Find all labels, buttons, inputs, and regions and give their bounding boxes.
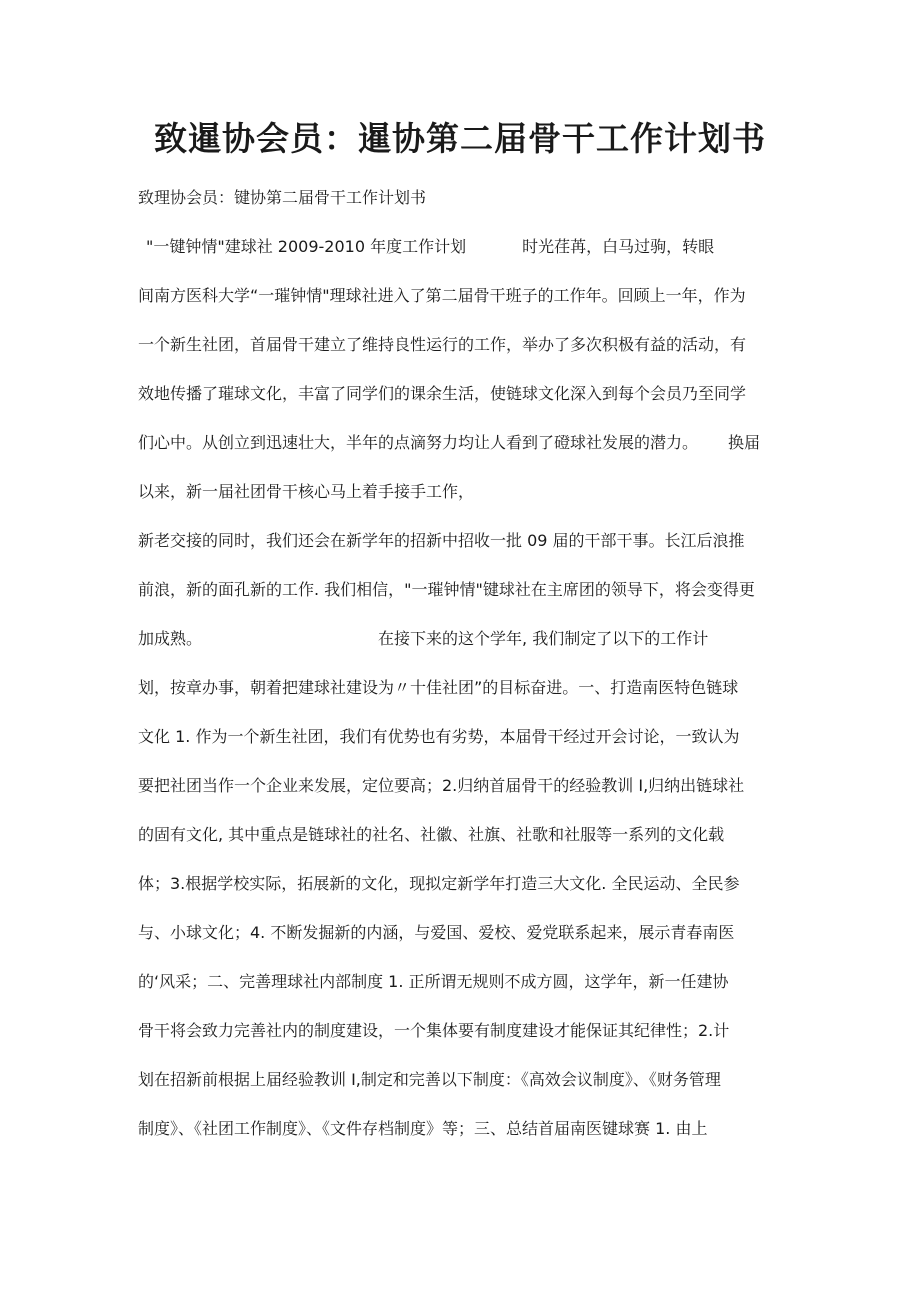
body-line-1-part-b: 时光荏苒，白马过驹，转眼 (522, 237, 715, 256)
body-line-5-part-a: 们心中。从创立到迅速壮大，半年的点滴努力均让人看到了磴球社发展的潜力。 (138, 433, 699, 452)
body-line-4: 效地传播了璀球文化，丰富了同学们的课余生活，使链球文化深入到每个会员乃至同学 (138, 384, 747, 403)
body-line-15: 与、小球文化；4. 不断发掘新的内涵，与爱国、爱校、爱党联系起来，展示青春南医 (138, 923, 735, 942)
body-line-9-part-a: 加成熟。 (138, 629, 203, 648)
body-line-13: 的固有文化, 其中重点是链球社的社名、社徽、社旗、社歌和社服等一系列的文化载 (138, 825, 725, 844)
body-line-12: 要把社团当作一个企业来发展，定位要高；2.归纳首届骨干的经验教训 I,归纳出链球社 (138, 776, 745, 795)
body-line-16: 的‘风采；二、完善理球社内部制度 1. 正所谓无规则不成方圆，这学年，新一任建协 (138, 972, 729, 991)
body-line-14: 体；3.根据学校实际，拓展新的文化，现拟定新学年打造三大文化. 全民运动、全民参 (138, 874, 740, 893)
body-line-10: 划，按章办事，朝着把建球社建设为〃十佳社团”的目标奋进。一、打造南医特色链球 (138, 678, 739, 697)
body-line-19: 制度》、《社团工作制度》、《文件存档制度》等；三、总结首届南医键球赛 1. 由上 (138, 1119, 708, 1138)
body-line-17: 骨干将会致力完善社内的制度建设，一个集体要有制度建设才能保证其纪律性；2.计 (138, 1021, 730, 1040)
body-line-9 (138, 627, 708, 651)
body-line-1 (146, 235, 714, 259)
body-line-3: 一个新生社团，首届骨干建立了维持良性运行的工作，举办了多次积极有益的活动，有 (138, 335, 747, 354)
body-line-1-part-a: "一键钟情"建球社 2009-2010 年度工作计划 (146, 237, 467, 256)
body-line-7: 新老交接的同时，我们还会在新学年的招新中招收一批 09 届的干部干事。长江后浪推 (138, 531, 745, 550)
body-line-5 (138, 431, 760, 455)
body-line-5-part-b: 换届 (728, 433, 761, 452)
body-line-8: 前浪，新的面孔新的工作. 我们相信，"一璀钟情"键球社在主席团的领导下，将会变得更 (138, 580, 755, 599)
document-subtitle: 致理协会员：键协第二届骨干工作计划书 (138, 188, 427, 207)
body-line-18: 划在招新前根据上届经验教训 I,制定和完善以下制度：《高效会议制度》、《财务管理 (138, 1070, 721, 1089)
body-line-9-part-b: 在接下来的这个学年, 我们制定了以下的工作计 (378, 629, 709, 648)
document-title: 致暹协会员：暹协第二届骨干工作计划书 (154, 119, 766, 158)
body-line-6: 以来，新一届社团骨干核心马上着手接手工作， (138, 482, 475, 501)
body-line-11: 文化 1. 作为一个新生社团，我们有优势也有劣势，本届骨干经过开会讨论，一致认为 (138, 727, 740, 746)
body-line-2: 间南方医科大学“一璀钟情"理球社进入了第二届骨干班子的工作年。回顾上一年，作为 (138, 286, 746, 305)
